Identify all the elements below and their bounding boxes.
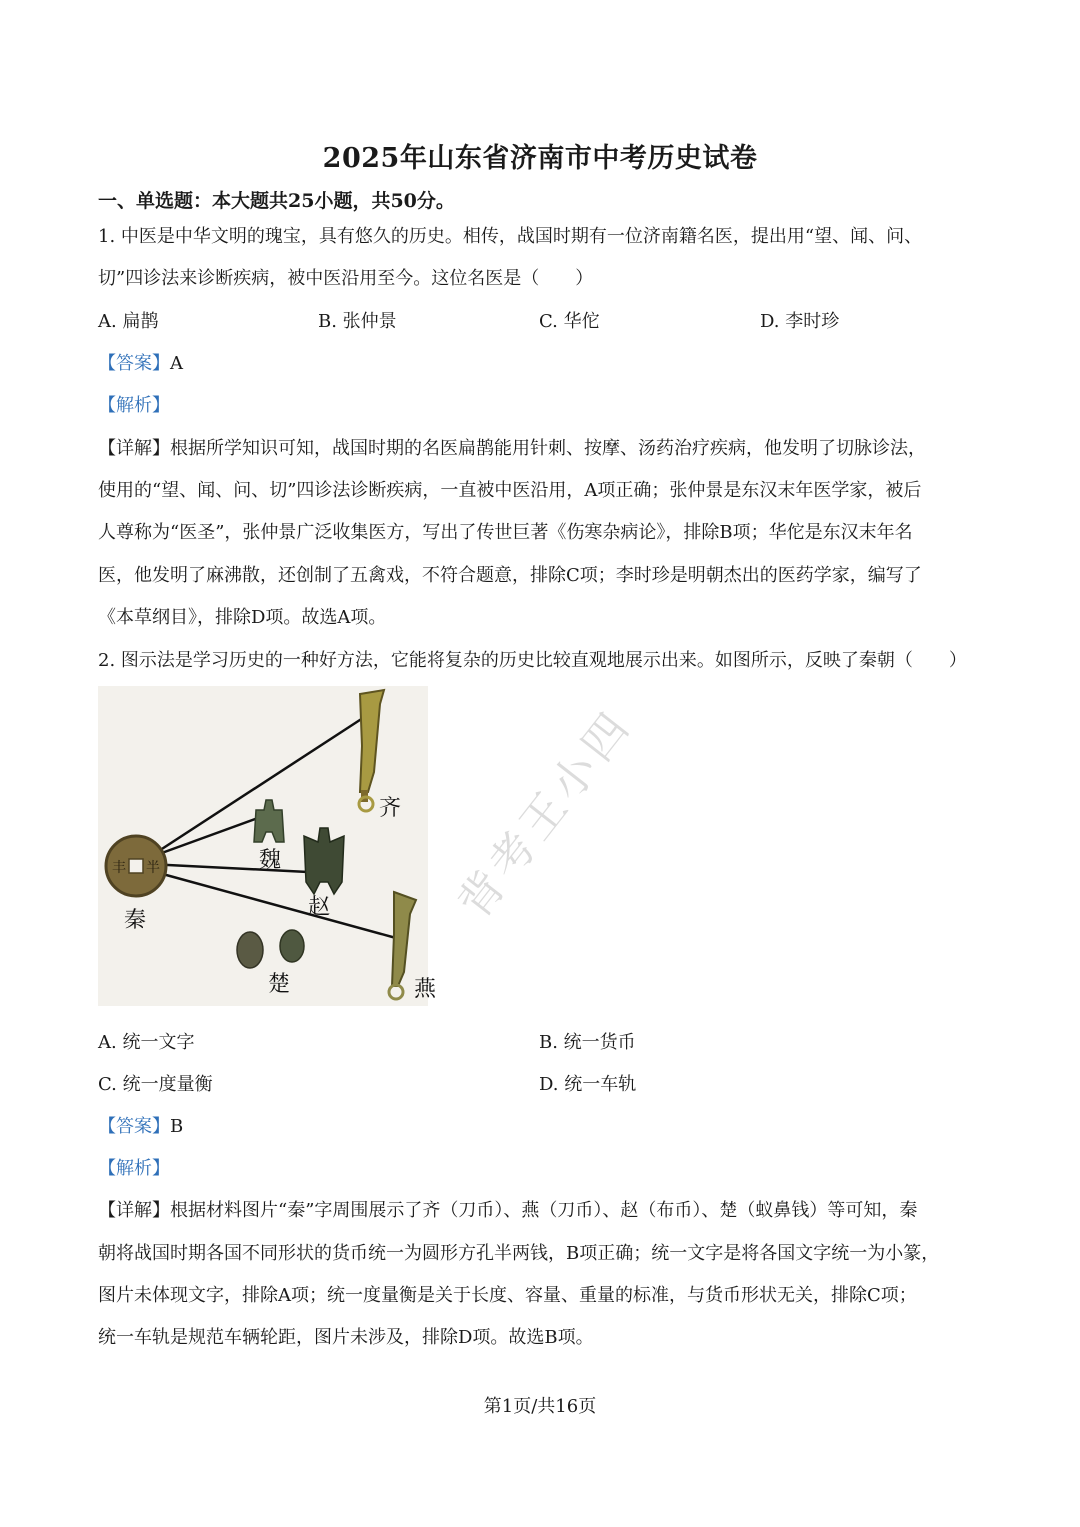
section-heading: 一、单选题：本大题共25小题，共50分。 — [98, 190, 455, 212]
q1-answer — [98, 352, 183, 376]
watermark: 背考王小四 — [448, 699, 643, 929]
qin-coin-square-hole — [129, 859, 143, 873]
q2-option-b: B. 统一货币 — [539, 1032, 636, 1053]
q1-option-d: D. 李时珍 — [760, 311, 840, 332]
q1-option-b: B. 张仲景 — [318, 311, 397, 332]
label-qi: 齐 — [379, 796, 402, 821]
q1-answer-tag: 【答案】 — [98, 353, 170, 374]
q2-detail-line-3: 图片未体现文字，排除A项；统一度量衡是关于长度、容量、重量的标准，与货币形状无关，排除C项； — [98, 1285, 917, 1306]
q2-detail-text-1: 根据材料图片“秦”字周围展示了齐（刀币）、燕（刀币）、赵（布币）、楚（蚁鼻钱）等可知，秦 — [170, 1200, 918, 1221]
qin-coin-glyph-left: 丰 — [112, 860, 126, 876]
label-zhao: 赵 — [308, 895, 331, 920]
q1-stem-line-1: 1. 中医是中华文明的瑰宝，具有悠久的历史。相传，战国时期有一位济南籍名医，提出用“望、闻、问、 — [98, 226, 923, 247]
coin-diagram — [98, 686, 437, 1006]
q2-detail-line-4: 统一车轨是规范车辆轮距，图片未涉及，排除D项。故选B项。 — [98, 1327, 594, 1348]
q2-option-d: D. 统一车轨 — [539, 1074, 637, 1095]
q2-detail-tag: 【详解】 — [98, 1200, 170, 1221]
chu-coin-left — [237, 932, 263, 968]
q1-detail-line-2: 使用的“望、闻、问、切”四诊法诊断疾病，一直被中医沿用，A项正确；张仲景是东汉末年医学家，被后 — [98, 480, 922, 501]
q2-option-a: A. 统一文字 — [98, 1032, 195, 1053]
q2-analysis-tag: 【解析】 — [98, 1158, 170, 1179]
q1-detail-text-1: 根据所学知识可知，战国时期的名医扁鹊能用针刺、按摩、汤药治疗疾病，他发明了切脉诊法， — [170, 438, 926, 459]
q1-detail-line-1 — [98, 437, 988, 461]
page-footer: 第1页/共16页 — [483, 1396, 597, 1417]
q2-detail-line-2: 朝将战国时期各国不同形状的货币统一为圆形方孔半两钱，B项正确；统一文字是将各国文字统一为小篆， — [98, 1243, 940, 1264]
q2-stem: 2. 图示法是学习历史的一种好方法，它能将复杂的历史比较直观地展示出来。如图所示，反映了秦朝（ ） — [98, 650, 967, 671]
chu-coin-right — [280, 930, 304, 962]
q2-answer-tag: 【答案】 — [98, 1116, 170, 1137]
q1-stem-line-2: 切”四诊法来诊断疾病，被中医沿用至今。这位名医是（ ） — [98, 268, 594, 289]
q1-detail-line-5: 《本草纲目》，排除D项。故选A项。 — [98, 607, 387, 628]
q1-detail-line-4: 医，他发明了麻沸散，还创制了五禽戏，不符合题意，排除C项；李时珍是明朝杰出的医药学家，编写了 — [98, 565, 922, 586]
q2-answer-value: B — [170, 1116, 184, 1137]
q1-analysis-tag: 【解析】 — [98, 395, 170, 416]
q1-answer-value: A — [170, 353, 183, 374]
q1-detail-tag: 【详解】 — [98, 438, 170, 459]
label-qin: 秦 — [124, 908, 147, 933]
label-yan: 燕 — [414, 977, 437, 1002]
label-wei: 魏 — [259, 848, 282, 873]
qin-banliang-coin — [106, 836, 166, 896]
q2-answer — [98, 1115, 183, 1139]
q1-option-c: C. 华佗 — [539, 311, 600, 332]
q1-option-a: A. 扁鹊 — [98, 311, 159, 332]
q2-option-c: C. 统一度量衡 — [98, 1074, 213, 1095]
qin-coin-glyph-right: 半 — [146, 860, 160, 876]
q2-detail-line-1 — [98, 1199, 988, 1223]
label-chu: 楚 — [268, 972, 291, 997]
page-title: 2025年山东省济南市中考历史试卷 — [322, 143, 758, 174]
q1-detail-line-3: 人尊称为“医圣”，张仲景广泛收集医方，写出了传世巨著《伤寒杂病论》，排除B项；华佗是东汉末年名 — [98, 522, 913, 543]
coin-diagram-svg — [98, 686, 437, 1006]
